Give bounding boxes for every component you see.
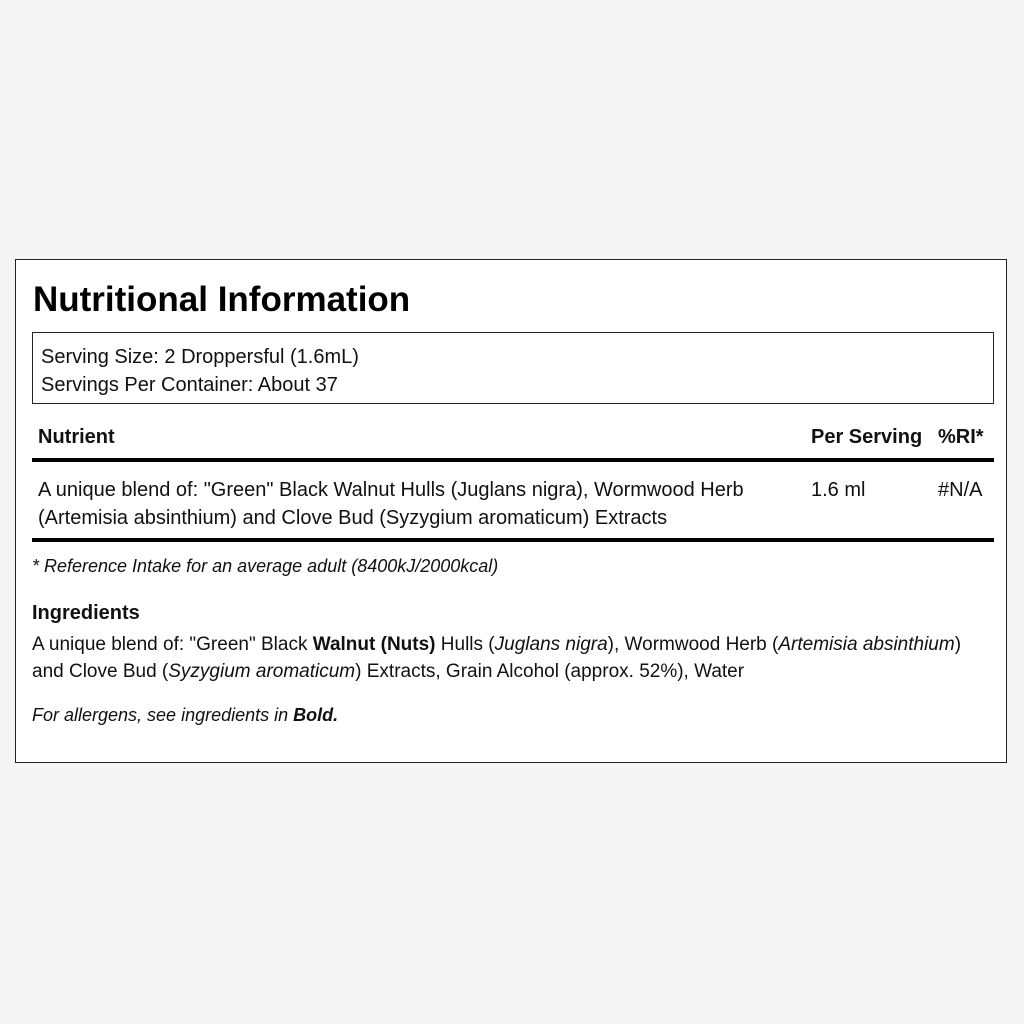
allergen-note-bold: Bold. <box>293 705 339 725</box>
panel-title: Nutritional Information <box>33 280 411 319</box>
serving-size: Serving Size: 2 Droppersful (1.6mL) <box>41 346 359 368</box>
serving-info-box <box>32 332 994 404</box>
ingredients-allergen: Walnut (Nuts) <box>312 634 436 655</box>
table-header <box>32 420 994 462</box>
ingredients-heading: Ingredients <box>32 602 140 624</box>
ingredients-latin-name: Syzygium aromaticum <box>168 661 356 682</box>
table-row <box>32 462 994 542</box>
ingredients-part: ) and Clove Bud ( <box>32 634 962 682</box>
ingredients-part: A unique blend of: "Green" Black <box>32 634 313 655</box>
ingredients-part: ), Wormwood Herb ( <box>607 634 779 655</box>
ingredients-latin-name: Juglans nigra <box>494 634 608 655</box>
nutrient-name: A unique blend of: "Green" Black Walnut Hulls (Juglans nigra), Wormwood Herb (Artemisia absinthium) and Clove Bud (Syzygium aromaticum) Extracts <box>38 479 744 529</box>
ingredients-text <box>32 631 997 685</box>
header-per-serving: Per Serving <box>811 426 923 448</box>
allergen-note-text: For allergens, see ingredients in <box>32 705 294 725</box>
reference-intake-footnote: * Reference Intake for an average adult (8400kJ/2000kcal) <box>32 556 499 576</box>
nutrient-table <box>32 420 994 542</box>
header-ri: %RI* <box>938 426 984 448</box>
allergen-note <box>32 705 338 726</box>
ingredients-part: ) Extracts, Grain Alcohol (approx. 52%), Water <box>355 661 745 682</box>
nutrient-per-serving: 1.6 ml <box>811 479 866 501</box>
header-nutrient: Nutrient <box>38 426 115 448</box>
ingredients-part: Hulls ( <box>435 634 495 655</box>
servings-per-container: Servings Per Container: About 37 <box>41 374 338 396</box>
nutrition-panel <box>15 259 1007 763</box>
ingredients-latin-name: Artemisia absinthium <box>778 634 955 655</box>
nutrient-ri: #N/A <box>938 479 983 501</box>
